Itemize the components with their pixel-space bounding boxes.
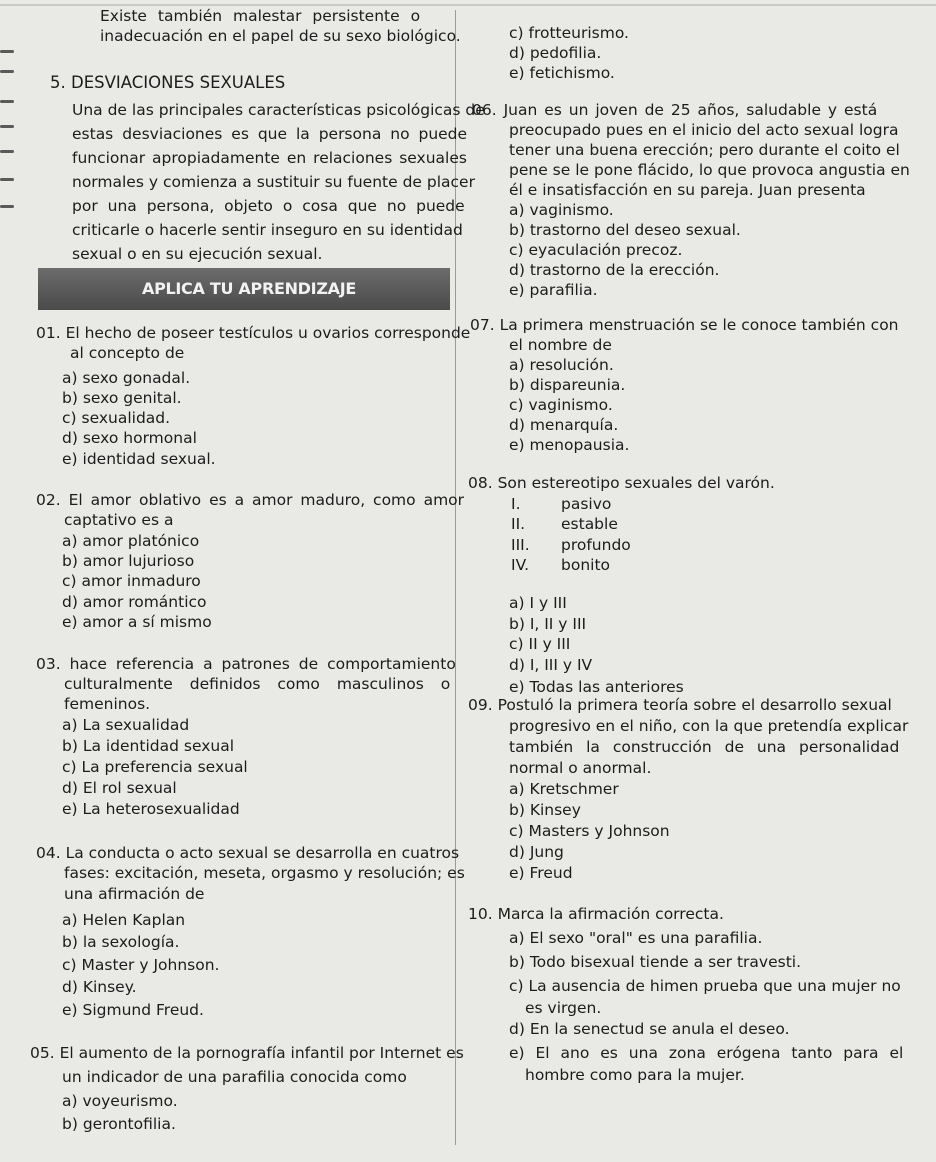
option: c) La preferencia sexual [62, 758, 248, 776]
body-line: funcionar apropiadamente en relaciones sexuales [72, 149, 467, 167]
question-stem: 03. hace referencia a patrones de comportamiento [36, 655, 456, 673]
option: b) trastorno del deseo sexual. [509, 221, 741, 239]
option: e) menopausia. [509, 436, 630, 454]
option: b) gerontofilia. [62, 1115, 176, 1133]
top-rule [0, 4, 936, 6]
body-line: Una de las principales características psicológicas de [72, 101, 485, 119]
option: b) I, II y III [509, 615, 587, 633]
option: e) La heterosexualidad [62, 800, 240, 818]
question-stem: él e insatisfacción en su pareja. Juan presenta [509, 181, 866, 199]
question-stem: un indicador de una parafilia conocida como [62, 1068, 407, 1086]
option: d) I, III y IV [509, 656, 593, 674]
question-stem: 10. Marca la afirmación correcta. [468, 905, 724, 923]
option: c) eyaculación precoz. [509, 241, 683, 259]
option: c) sexualidad. [62, 409, 171, 427]
option: a) vaginismo. [509, 201, 614, 219]
option: b) Todo bisexual tiende a ser travesti. [509, 953, 802, 971]
option: e) identidad sexual. [62, 450, 216, 468]
option: e) El ano es una zona erógena tanto para el [509, 1044, 904, 1062]
option: a) voyeurismo. [62, 1092, 178, 1110]
item-number: IV. [511, 556, 530, 574]
option-continuation: es virgen. [525, 999, 602, 1017]
option: d) trastorno de la erección. [509, 261, 720, 279]
option: d) amor romántico [62, 593, 207, 611]
intro-line: inadecuación en el papel de su sexo biológico. [100, 27, 461, 45]
item-text: estable [561, 515, 618, 533]
binder-mark [0, 150, 14, 153]
binder-mark [0, 205, 14, 208]
option: d) pedofilia. [509, 44, 602, 62]
question-stem: una afirmación de [64, 885, 205, 903]
option: b) dispareunia. [509, 376, 626, 394]
body-line: sexual o en su ejecución sexual. [72, 245, 323, 263]
question-stem: culturalmente definidos como masculinos o [64, 675, 451, 693]
option: d) Jung [509, 843, 564, 861]
option: d) menarquía. [509, 416, 619, 434]
option: a) La sexualidad [62, 716, 190, 734]
option: b) La identidad sexual [62, 737, 235, 755]
option: e) amor a sí mismo [62, 613, 212, 631]
option: e) parafilia. [509, 281, 598, 299]
option: e) fetichismo. [509, 64, 615, 82]
option: d) sexo hormonal [62, 429, 197, 447]
option: b) sexo genital. [62, 389, 182, 407]
option: d) Kinsey. [62, 978, 137, 996]
binder-mark [0, 178, 14, 181]
option: c) Masters y Johnson [509, 822, 670, 840]
item-text: bonito [561, 556, 611, 574]
option: d) En la senectud se anula el deseo. [509, 1020, 790, 1038]
option: c) II y III [509, 635, 571, 653]
option: a) I y III [509, 594, 567, 612]
item-text: profundo [561, 536, 631, 554]
intro-line: Existe también malestar persistente o [100, 7, 421, 25]
question-stem: normal o anormal. [509, 759, 652, 777]
option: c) amor inmaduro [62, 572, 201, 590]
option: a) Helen Kaplan [62, 911, 186, 929]
section-title: 5. DESVIACIONES SEXUALES [50, 73, 286, 92]
binder-mark [0, 100, 14, 103]
question-stem: 01. El hecho de poseer testículos u ovarios corresponde [36, 324, 471, 342]
question-stem: 02. El amor oblativo es a amor maduro, como amor [36, 491, 465, 509]
question-stem: 07. La primera menstruación se le conoce también con [470, 316, 899, 334]
option: a) El sexo "oral" es una parafilia. [509, 929, 763, 947]
body-line: por una persona, objeto o cosa que no puede [72, 197, 465, 215]
option-continuation: hombre como para la mujer. [525, 1066, 745, 1084]
binder-mark [0, 50, 14, 53]
option: a) resolución. [509, 356, 614, 374]
item-number: III. [511, 536, 530, 554]
question-stem: 06. Juan es un joven de 25 años, saludable y está [472, 101, 878, 119]
option: a) amor platónico [62, 532, 200, 550]
item-number: II. [511, 515, 526, 533]
option: c) frotteurismo. [509, 24, 629, 42]
option: c) La ausencia de himen prueba que una mujer no [509, 977, 901, 995]
option: c) vaginismo. [509, 396, 613, 414]
question-stem: 04. La conducta o acto sexual se desarrolla en cuatros [36, 844, 460, 862]
option: b) la sexología. [62, 933, 180, 951]
question-stem: pene se le pone flácido, lo que provoca angustia en [509, 161, 910, 179]
binder-mark [0, 125, 14, 128]
option: a) sexo gonadal. [62, 369, 191, 387]
body-line: normales y comienza a sustituir su fuente de placer [72, 173, 475, 191]
option: c) Master y Johnson. [62, 956, 220, 974]
question-stem: 09. Postuló la primera teoría sobre el desarrollo sexual [468, 696, 892, 714]
question-stem: 08. Son estereotipo sexuales del varón. [468, 474, 775, 492]
body-line: estas desviaciones es que la persona no puede [72, 125, 468, 143]
question-stem: progresivo en el niño, con la que pretendía explicar [509, 717, 909, 735]
option: d) El rol sexual [62, 779, 177, 797]
question-stem: fases: excitación, meseta, orgasmo y resolución; es [64, 864, 465, 882]
question-stem: 05. El aumento de la pornografía infantil por Internet es [30, 1044, 464, 1062]
option: e) Todas las anteriores [509, 678, 684, 696]
option: e) Freud [509, 864, 573, 882]
question-stem: femeninos. [64, 695, 151, 713]
question-stem: el nombre de [509, 336, 612, 354]
option: b) Kinsey [509, 801, 581, 819]
banner-label: APLICA TU APRENDIZAJE [142, 279, 356, 298]
question-stem: al concepto de [70, 344, 185, 362]
item-text: pasivo [561, 495, 612, 513]
item-number: I. [511, 495, 521, 513]
question-stem: tener una buena erección; pero durante el coito el [509, 141, 900, 159]
binder-mark [0, 70, 14, 73]
question-stem: también la construcción de una personalidad [509, 738, 900, 756]
question-stem: captativo es a [64, 511, 174, 529]
option: b) amor lujurioso [62, 552, 195, 570]
option: a) Kretschmer [509, 780, 619, 798]
question-stem: preocupado pues en el inicio del acto sexual logra [509, 121, 899, 139]
body-line: criticarle o hacerle sentir inseguro en su identidad [72, 221, 463, 239]
option: e) Sigmund Freud. [62, 1001, 204, 1019]
